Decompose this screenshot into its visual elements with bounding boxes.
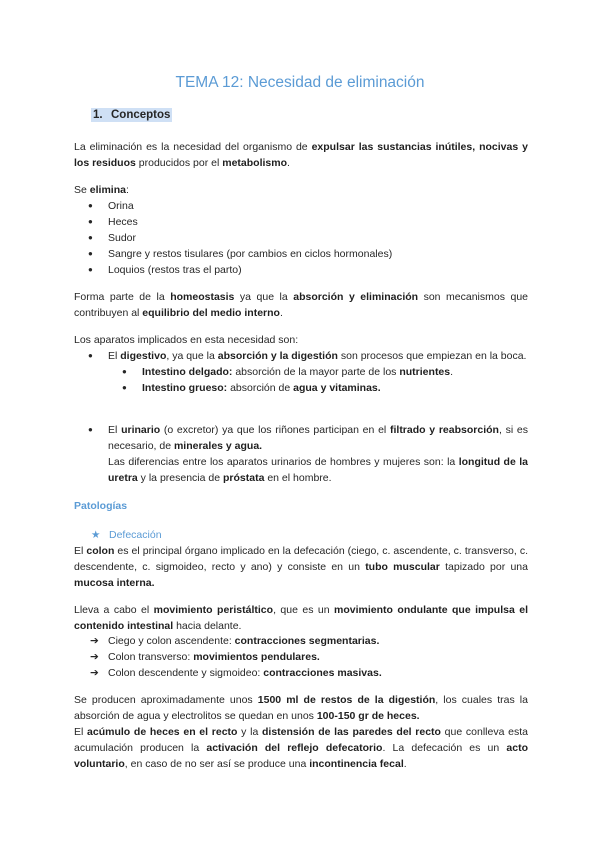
bold-text: activación del reflejo defecatorio (206, 742, 383, 754)
bold-text: filtrado y reabsorción (389, 424, 499, 436)
text: . (279, 307, 283, 319)
bold-text: elimina (89, 184, 126, 196)
list-item: ● Heces (74, 214, 528, 230)
bold-text: homeostasis (170, 291, 235, 303)
bold-text: movimiento ondulante que impulsa el contenido intestinal (74, 604, 529, 632)
list-item-grueso (108, 380, 528, 396)
text: Las diferencias entre los aparatos urinarios de hombres y mujeres son: la (108, 456, 459, 468)
list-item: ● Loquios (restos tras el parto) (74, 262, 528, 278)
text: , en caso de no ser así se produce una (124, 758, 310, 770)
text: , si es necesario, de (108, 424, 528, 452)
bold-text: próstata (222, 472, 265, 484)
urinario-block (74, 422, 528, 486)
bold-text: acto voluntario (74, 742, 528, 770)
text: : (125, 184, 129, 196)
bold-text: longitud de la uretra (108, 456, 529, 484)
text: Colon descendente y sigmoideo: (108, 667, 264, 679)
urinario-list (74, 422, 528, 486)
movimientos-block (74, 633, 528, 681)
text: (o excretor) ya que los riñones participan en el (160, 424, 390, 436)
text: absorción de la mayor parte de los (232, 366, 400, 378)
section-number: 1. (93, 109, 103, 121)
list-item (74, 649, 528, 665)
text: El (108, 424, 122, 436)
text: y la presencia de (137, 472, 223, 484)
list-item: ● Sudor (74, 230, 528, 246)
text: La eliminación es la necesidad del organismo de (74, 141, 312, 153)
bold-text: equilibrio del medio interno (142, 307, 280, 319)
star-icon: ★ (91, 529, 101, 541)
text: . La defecación es un (382, 742, 507, 754)
arrow-right-icon: ➔ (90, 635, 99, 647)
text: Ciego y colon ascendente: (108, 635, 235, 647)
text: Se producen aproximadamente unos (74, 694, 258, 706)
text: que conlleva esta acumulación producen la (74, 726, 528, 754)
text: , los cuales tras la absorción de agua y electrolitos se quedan en unos (74, 694, 528, 722)
bold-text: agua y vitaminas. (293, 382, 381, 394)
bold-text: urinario (121, 424, 161, 436)
section-heading (91, 108, 172, 122)
text: El (74, 545, 87, 557)
bold-text: metabolismo (222, 157, 288, 169)
defecacion-heading (91, 529, 162, 541)
list-item-digestivo (74, 348, 528, 396)
paragraph-heces (74, 692, 528, 772)
bold-text: contracciones segmentarias. (234, 635, 380, 647)
patologias-heading: Patologías (74, 500, 128, 512)
bold-text: 1500 ml de restos de la digestión (257, 694, 436, 706)
text: El (108, 350, 121, 362)
defecacion-label: Defecación (109, 529, 162, 541)
list-item-urinario (74, 422, 528, 486)
text: en el hombre. (264, 472, 332, 484)
text: . (450, 366, 454, 378)
list-item: ● Sangre y restos tisulares (por cambios en ciclos hormonales) (74, 246, 528, 262)
digestivo-sublist (108, 364, 528, 396)
text: son mecanismos que contribuyen al (74, 291, 529, 319)
bold-text: digestivo (120, 350, 167, 362)
elimina-intro (74, 182, 528, 198)
aparatos-list (74, 348, 528, 396)
bold-text: nutrientes (399, 366, 451, 378)
bold-text: movimientos pendulares. (193, 651, 320, 663)
arrow-right-icon: ➔ (90, 651, 99, 663)
aparatos-block (74, 332, 528, 396)
text: hacia delante. (173, 620, 242, 632)
bold-text: absorción y la digestión (217, 350, 338, 362)
paragraph-homeostasis (74, 289, 528, 321)
text: Colon transverso: (108, 651, 194, 663)
bold-text: acúmulo de heces en el recto (87, 726, 238, 738)
aparatos-intro: Los aparatos implicados en esta necesidad son: (74, 334, 299, 346)
text: absorción de (227, 382, 294, 394)
bold-text: Intestino delgado: (142, 366, 233, 378)
text: Forma parte de la (74, 291, 171, 303)
bold-text: incontinencia fecal (309, 758, 404, 770)
bold-text: Intestino grueso: (142, 382, 228, 394)
section-label: Conceptos (111, 109, 171, 121)
movimientos-list (74, 633, 528, 681)
list-item: ● Orina (74, 198, 528, 214)
text: tapizado por una (439, 561, 528, 573)
bold-text: 100-150 gr de heces. (316, 710, 420, 722)
bold-text: tubo muscular (365, 561, 440, 573)
bold-text: colon (86, 545, 115, 557)
text: producidos por el (135, 157, 223, 169)
elimina-list (74, 198, 528, 278)
text: son procesos que empiezan en la boca. (337, 350, 527, 362)
paragraph-colon (74, 543, 528, 591)
text: es el principal órgano implicado en la defecación (ciego, c. ascendente, c. transverso, c. descendente, c. sigmoideo, recto y ano) y consiste en un (74, 545, 528, 573)
text: . (287, 157, 290, 169)
list-item-delgado (108, 364, 528, 380)
list-item (74, 665, 528, 681)
text: Lleva a cabo el (74, 604, 154, 616)
bold-text: distensión de las paredes del recto (261, 726, 441, 738)
arrow-right-icon: ➔ (90, 667, 99, 679)
bold-text: absorción y eliminación (293, 291, 419, 303)
bold-text: movimiento peristáltico (153, 604, 274, 616)
bold-text: minerales y agua. (173, 440, 263, 452)
list-item (74, 633, 528, 649)
text: , ya que la (166, 350, 218, 362)
bold-text: contracciones masivas. (263, 667, 382, 679)
text: y la (237, 726, 262, 738)
text: El (74, 726, 88, 738)
bold-text: expulsar las sustancias inútiles, nocivas y los residuos (74, 141, 528, 169)
elimina-block (74, 182, 528, 278)
bold-text: mucosa interna. (74, 577, 155, 589)
paragraph-peristaltico (74, 602, 528, 634)
text: , que es un (273, 604, 335, 616)
text: . (403, 758, 407, 770)
paragraph-definition (74, 139, 528, 171)
text: Se (74, 184, 90, 196)
page-title: TEMA 12: Necesidad de eliminación (175, 74, 425, 91)
text: ya que la (234, 291, 294, 303)
